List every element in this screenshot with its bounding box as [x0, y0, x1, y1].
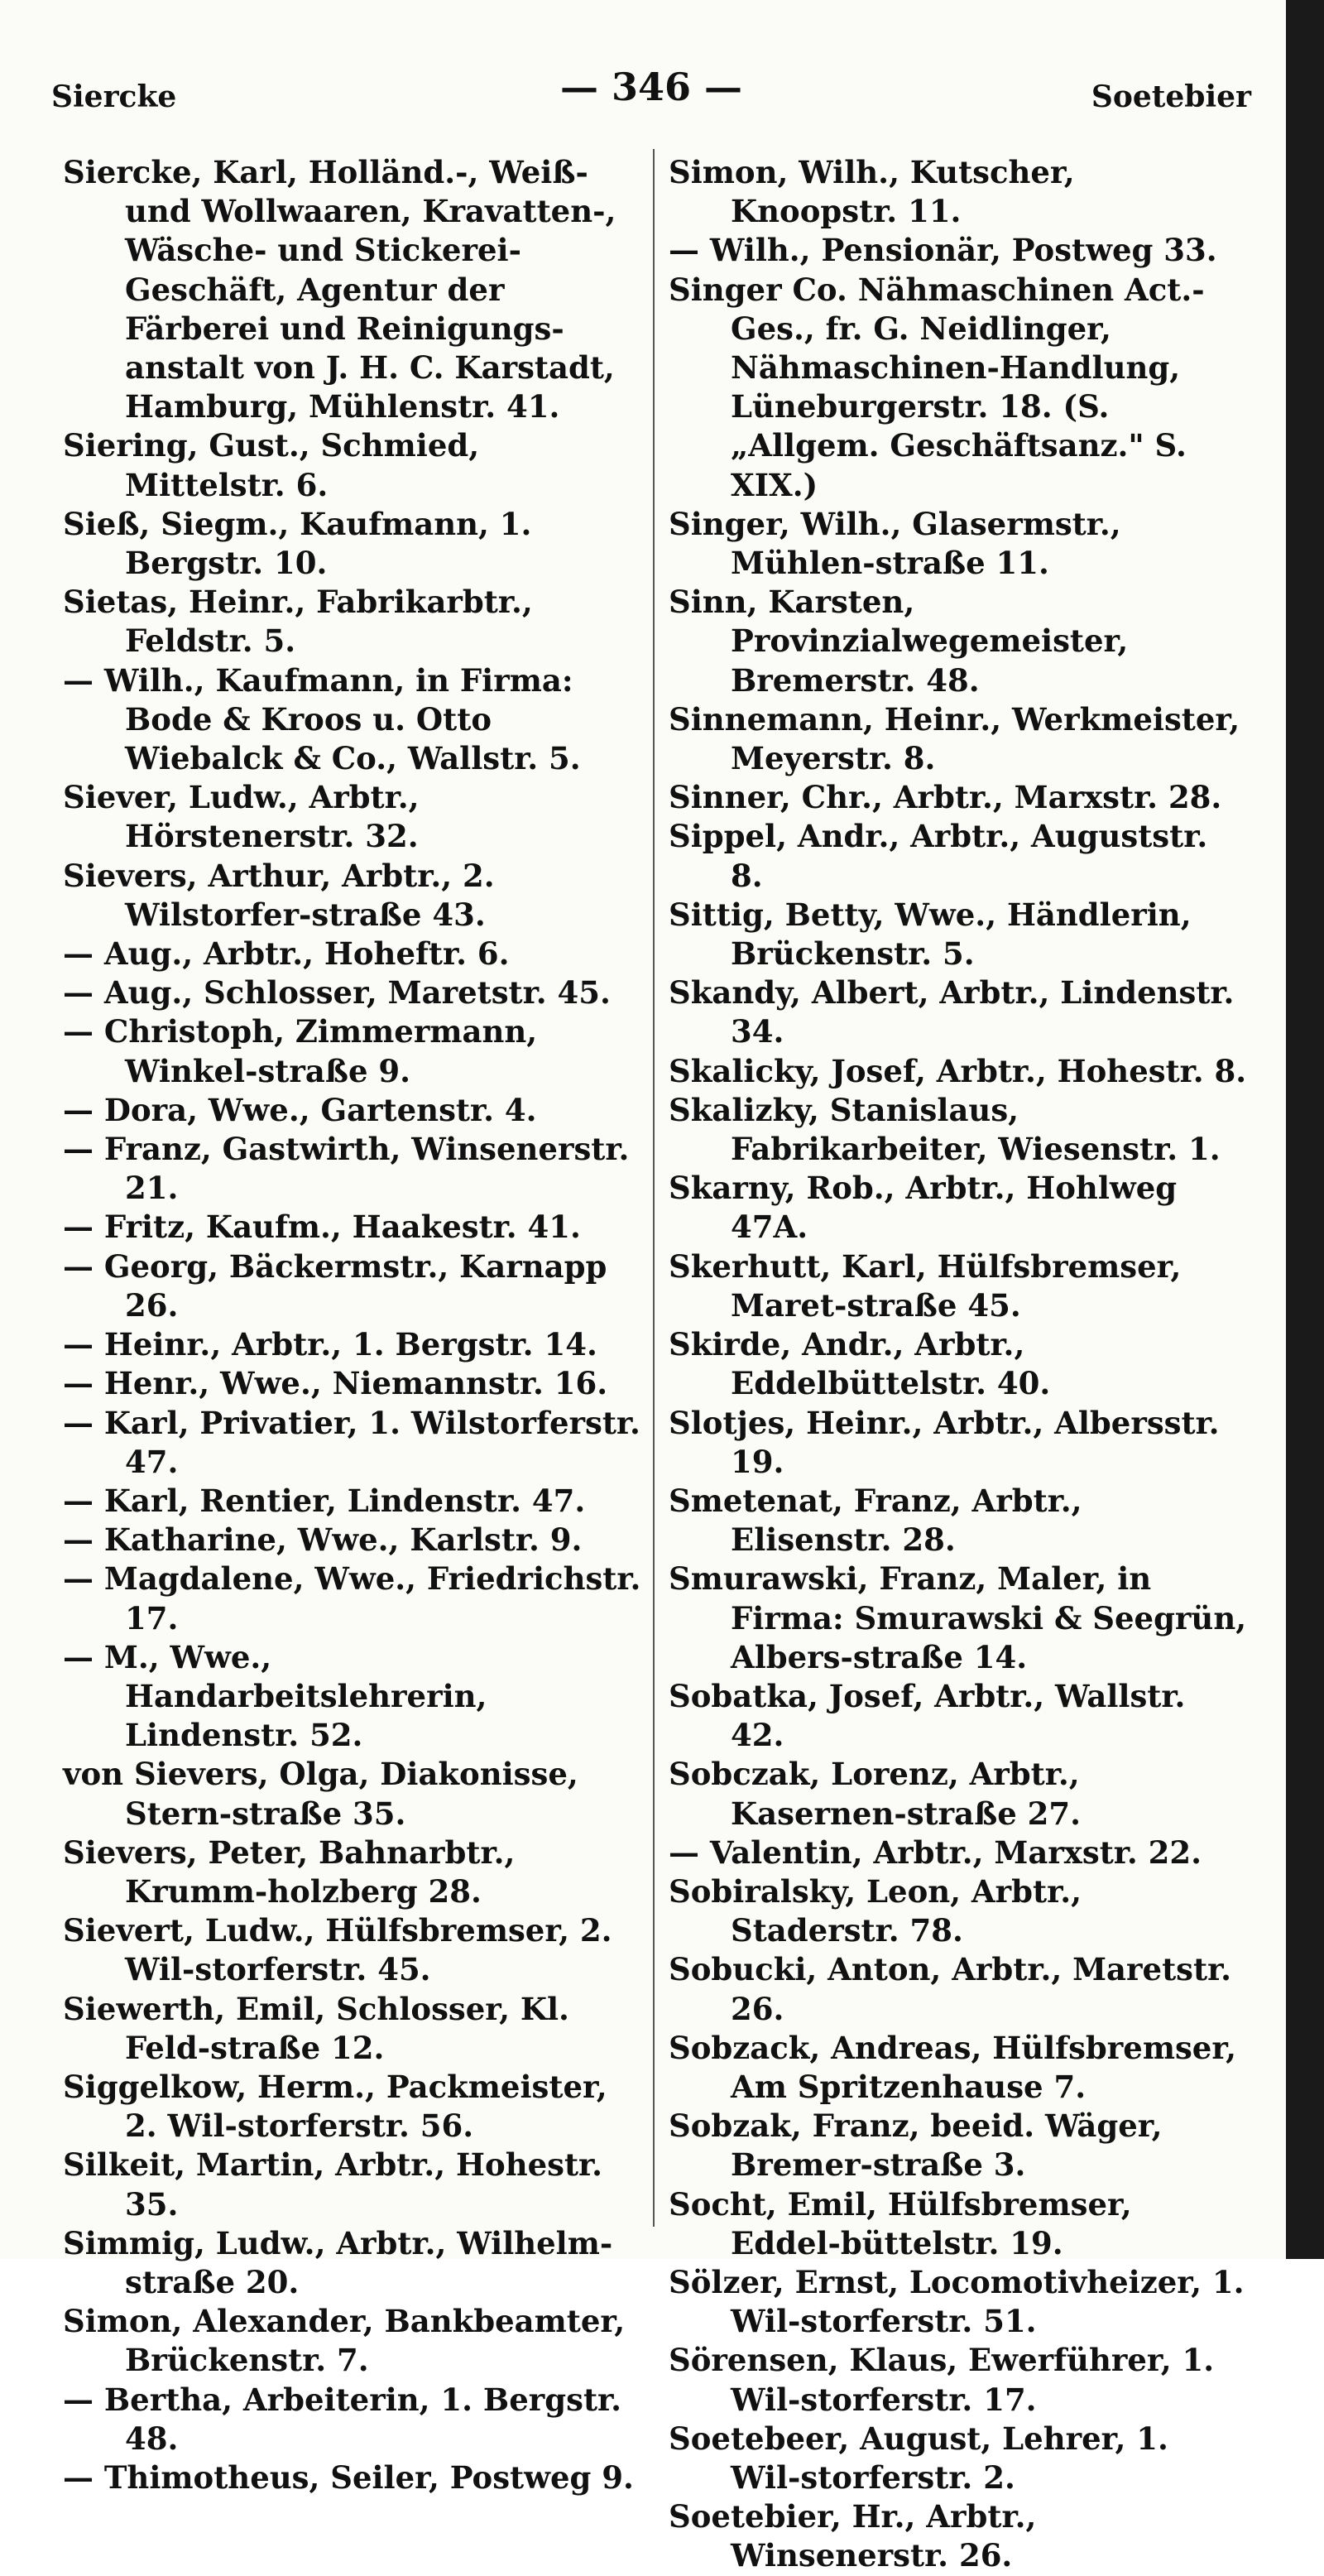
directory-entry: — Thimotheus, Seiler, Postweg 9.	[63, 2458, 634, 2496]
directory-entry: von Sievers, Olga, Diakonisse, Stern-straße 35.	[63, 1756, 578, 1832]
directory-entry: — Katharine, Wwe., Karlstr. 9.	[63, 1521, 583, 1559]
directory-entry: — Valentin, Arbtr., Marxstr. 22.	[669, 1833, 1202, 1871]
page-edge-shadow	[1286, 0, 1324, 2259]
directory-entry: — Wilh., Pensionär, Postweg 33.	[669, 232, 1217, 269]
directory-entry: Skalicky, Josef, Arbtr., Hohestr. 8.	[669, 1052, 1247, 1089]
directory-entry: Singer Co. Nähmaschinen Act.-Ges., fr. G. Neidlinger, Nähmaschinen-Handlung, Lüneburgerstr. 18. (S. „Allgem. Geschäftsanz." S. XIX.)	[669, 271, 1205, 503]
directory-entry: — Georg, Bäckermstr., Karnapp 26.	[63, 1247, 607, 1324]
header-last-name: Soetebier	[1091, 79, 1251, 114]
directory-entry: — Karl, Privatier, 1. Wilstorferstr. 47.	[63, 1404, 640, 1480]
directory-entry: Simon, Wilh., Kutscher, Knoopstr. 11.	[669, 154, 1075, 230]
directory-entry: — Christoph, Zimmermann, Winkel-straße 9.	[63, 1013, 538, 1089]
header-first-name: Siercke	[51, 79, 177, 114]
directory-entry: Smurawski, Franz, Maler, in Firma: Smurawski & Seegrün, Albers-straße 14.	[669, 1560, 1247, 1675]
directory-entry: Silkeit, Martin, Arbtr., Hohestr. 35.	[63, 2146, 603, 2223]
directory-entry: Soetebier, Hr., Arbtr., Winsenerstr. 26.	[669, 2498, 1037, 2574]
directory-entry: — Karl, Rentier, Lindenstr. 47.	[63, 1482, 586, 1519]
directory-entry: Sievert, Ludw., Hülfsbremser, 2. Wil-storferstr. 45.	[63, 1912, 612, 1988]
directory-entry: Sörensen, Klaus, Ewerführer, 1. Wil-storferstr. 17.	[669, 2342, 1215, 2418]
directory-entry: Skandy, Albert, Arbtr., Lindenstr. 34.	[669, 974, 1235, 1050]
directory-entry: Simmig, Ludw., Arbtr., Wilhelm-straße 20.	[63, 2224, 613, 2300]
directory-entry: Skarny, Rob., Arbtr., Hohlweg 47A.	[669, 1170, 1178, 1246]
directory-entry: — Bertha, Arbeiterin, 1. Bergstr. 48.	[63, 2381, 622, 2457]
directory-entry: Sinn, Karsten, Provinzialwegemeister, Bremerstr. 48.	[669, 584, 1129, 699]
directory-entry: Siering, Gust., Schmied, Mittelstr. 6.	[63, 427, 480, 503]
directory-entry: Sittig, Betty, Wwe., Händlerin, Brückenstr. 5.	[669, 896, 1192, 973]
directory-entry: Sobiralsky, Leon, Arbtr., Staderstr. 78.	[669, 1872, 1082, 1949]
directory-entry: Skerhutt, Karl, Hülfsbremser, Maret-straße 45.	[669, 1247, 1182, 1324]
directory-entry: Siercke, Karl, Holländ.-, Weiß- und Wollwaaren, Kravatten-, Wäsche- und Stickerei-Geschäft, Agentur der Färberei und Reinigungs-anstalt von J. H. C. Karstadt, Hamburg, Mühlenstr. 41.	[63, 154, 616, 425]
directory-entry: — M., Wwe., Handarbeitslehrerin, Lindenstr. 52.	[63, 1638, 487, 1754]
directory-entry: Sievers, Peter, Bahnarbtr., Krumm-holzberg 28.	[63, 1833, 516, 1910]
directory-entry: Siever, Ludw., Arbtr., Hörstenerstr. 32.	[63, 779, 420, 855]
directory-entry: — Heinr., Arbtr., 1. Bergstr. 14.	[63, 1326, 597, 1363]
directory-entry: Singer, Wilh., Glasermstr., Mühlen-straße 11.	[669, 505, 1121, 582]
directory-entry: Sölzer, Ernst, Locomotivheizer, 1. Wil-storferstr. 51.	[669, 2263, 1245, 2340]
directory-entry: Sobucki, Anton, Arbtr., Maretstr. 26.	[669, 1951, 1232, 2027]
directory-entry: — Magdalene, Wwe., Friedrichstr. 17.	[63, 1560, 641, 1636]
directory-entry: Sinnemann, Heinr., Werkmeister, Meyerstr. 8.	[669, 700, 1240, 777]
directory-entry: Skirde, Andr., Arbtr., Eddelbüttelstr. 40.	[669, 1326, 1051, 1402]
directory-entry: Siggelkow, Herm., Packmeister, 2. Wil-storferstr. 56.	[63, 2068, 607, 2145]
directory-entry: Sinner, Chr., Arbtr., Marxstr. 28.	[669, 779, 1222, 816]
directory-entry: Sobatka, Josef, Arbtr., Wallstr. 42.	[669, 1677, 1186, 1754]
directory-entry: Slotjes, Heinr., Arbtr., Albersstr. 19.	[669, 1404, 1220, 1480]
directory-entry: — Henr., Wwe., Niemannstr. 16.	[63, 1365, 608, 1402]
directory-entry: Soetebeer, August, Lehrer, 1. Wil-storferstr. 2.	[669, 2420, 1168, 2496]
directory-entry: Sippel, Andr., Arbtr., Auguststr. 8.	[669, 818, 1208, 894]
directory-entry: Sietas, Heinr., Fabrikarbtr., Feldstr. 5.	[63, 584, 533, 660]
directory-entry: — Aug., Arbtr., Hoheftr. 6.	[63, 935, 510, 973]
directory-entry: Sievers, Arthur, Arbtr., 2. Wilstorfer-straße 43.	[63, 857, 495, 933]
directory-entry: — Franz, Gastwirth, Winsenerstr. 21.	[63, 1131, 630, 1207]
directory-entry: — Wilh., Kaufmann, in Firma: Bode & Kroos u. Otto Wiebalck & Co., Wallstr. 5.	[63, 661, 581, 777]
directory-entry: Siewerth, Emil, Schlosser, Kl. Feld-straße 12.	[63, 1990, 569, 2066]
directory-entry: Sobzack, Andreas, Hülfsbremser, Am Spritzenhause 7.	[669, 2029, 1237, 2105]
directory-entry: Sobzak, Franz, beeid. Wäger, Bremer-straße 3.	[669, 2107, 1163, 2184]
directory-entry: — Fritz, Kaufm., Haakestr. 41.	[63, 1209, 581, 1246]
directory-entry: — Dora, Wwe., Gartenstr. 4.	[63, 1091, 537, 1128]
page-header	[51, 65, 1251, 123]
directory-entry: Sobczak, Lorenz, Arbtr., Kasernen-straße 27.	[669, 1756, 1081, 1832]
right-column	[669, 153, 1248, 2576]
directory-entry: Sieß, Siegm., Kaufmann, 1. Bergstr. 10.	[63, 505, 532, 582]
directory-entry: Socht, Emil, Hülfsbremser, Eddel-büttelstr. 19.	[669, 2185, 1132, 2261]
directory-entry: Skalizky, Stanislaus, Fabrikarbeiter, Wiesenstr. 1.	[669, 1091, 1221, 1168]
column-divider	[653, 149, 655, 2227]
directory-entry: Smetenat, Franz, Arbtr., Elisenstr. 28.	[669, 1482, 1082, 1559]
page-number: — 346 —	[559, 65, 743, 109]
directory-entry: — Aug., Schlosser, Maretstr. 45.	[63, 974, 611, 1012]
left-column	[63, 153, 642, 2497]
directory-entry: Simon, Alexander, Bankbeamter, Brückenstr. 7.	[63, 2303, 626, 2379]
